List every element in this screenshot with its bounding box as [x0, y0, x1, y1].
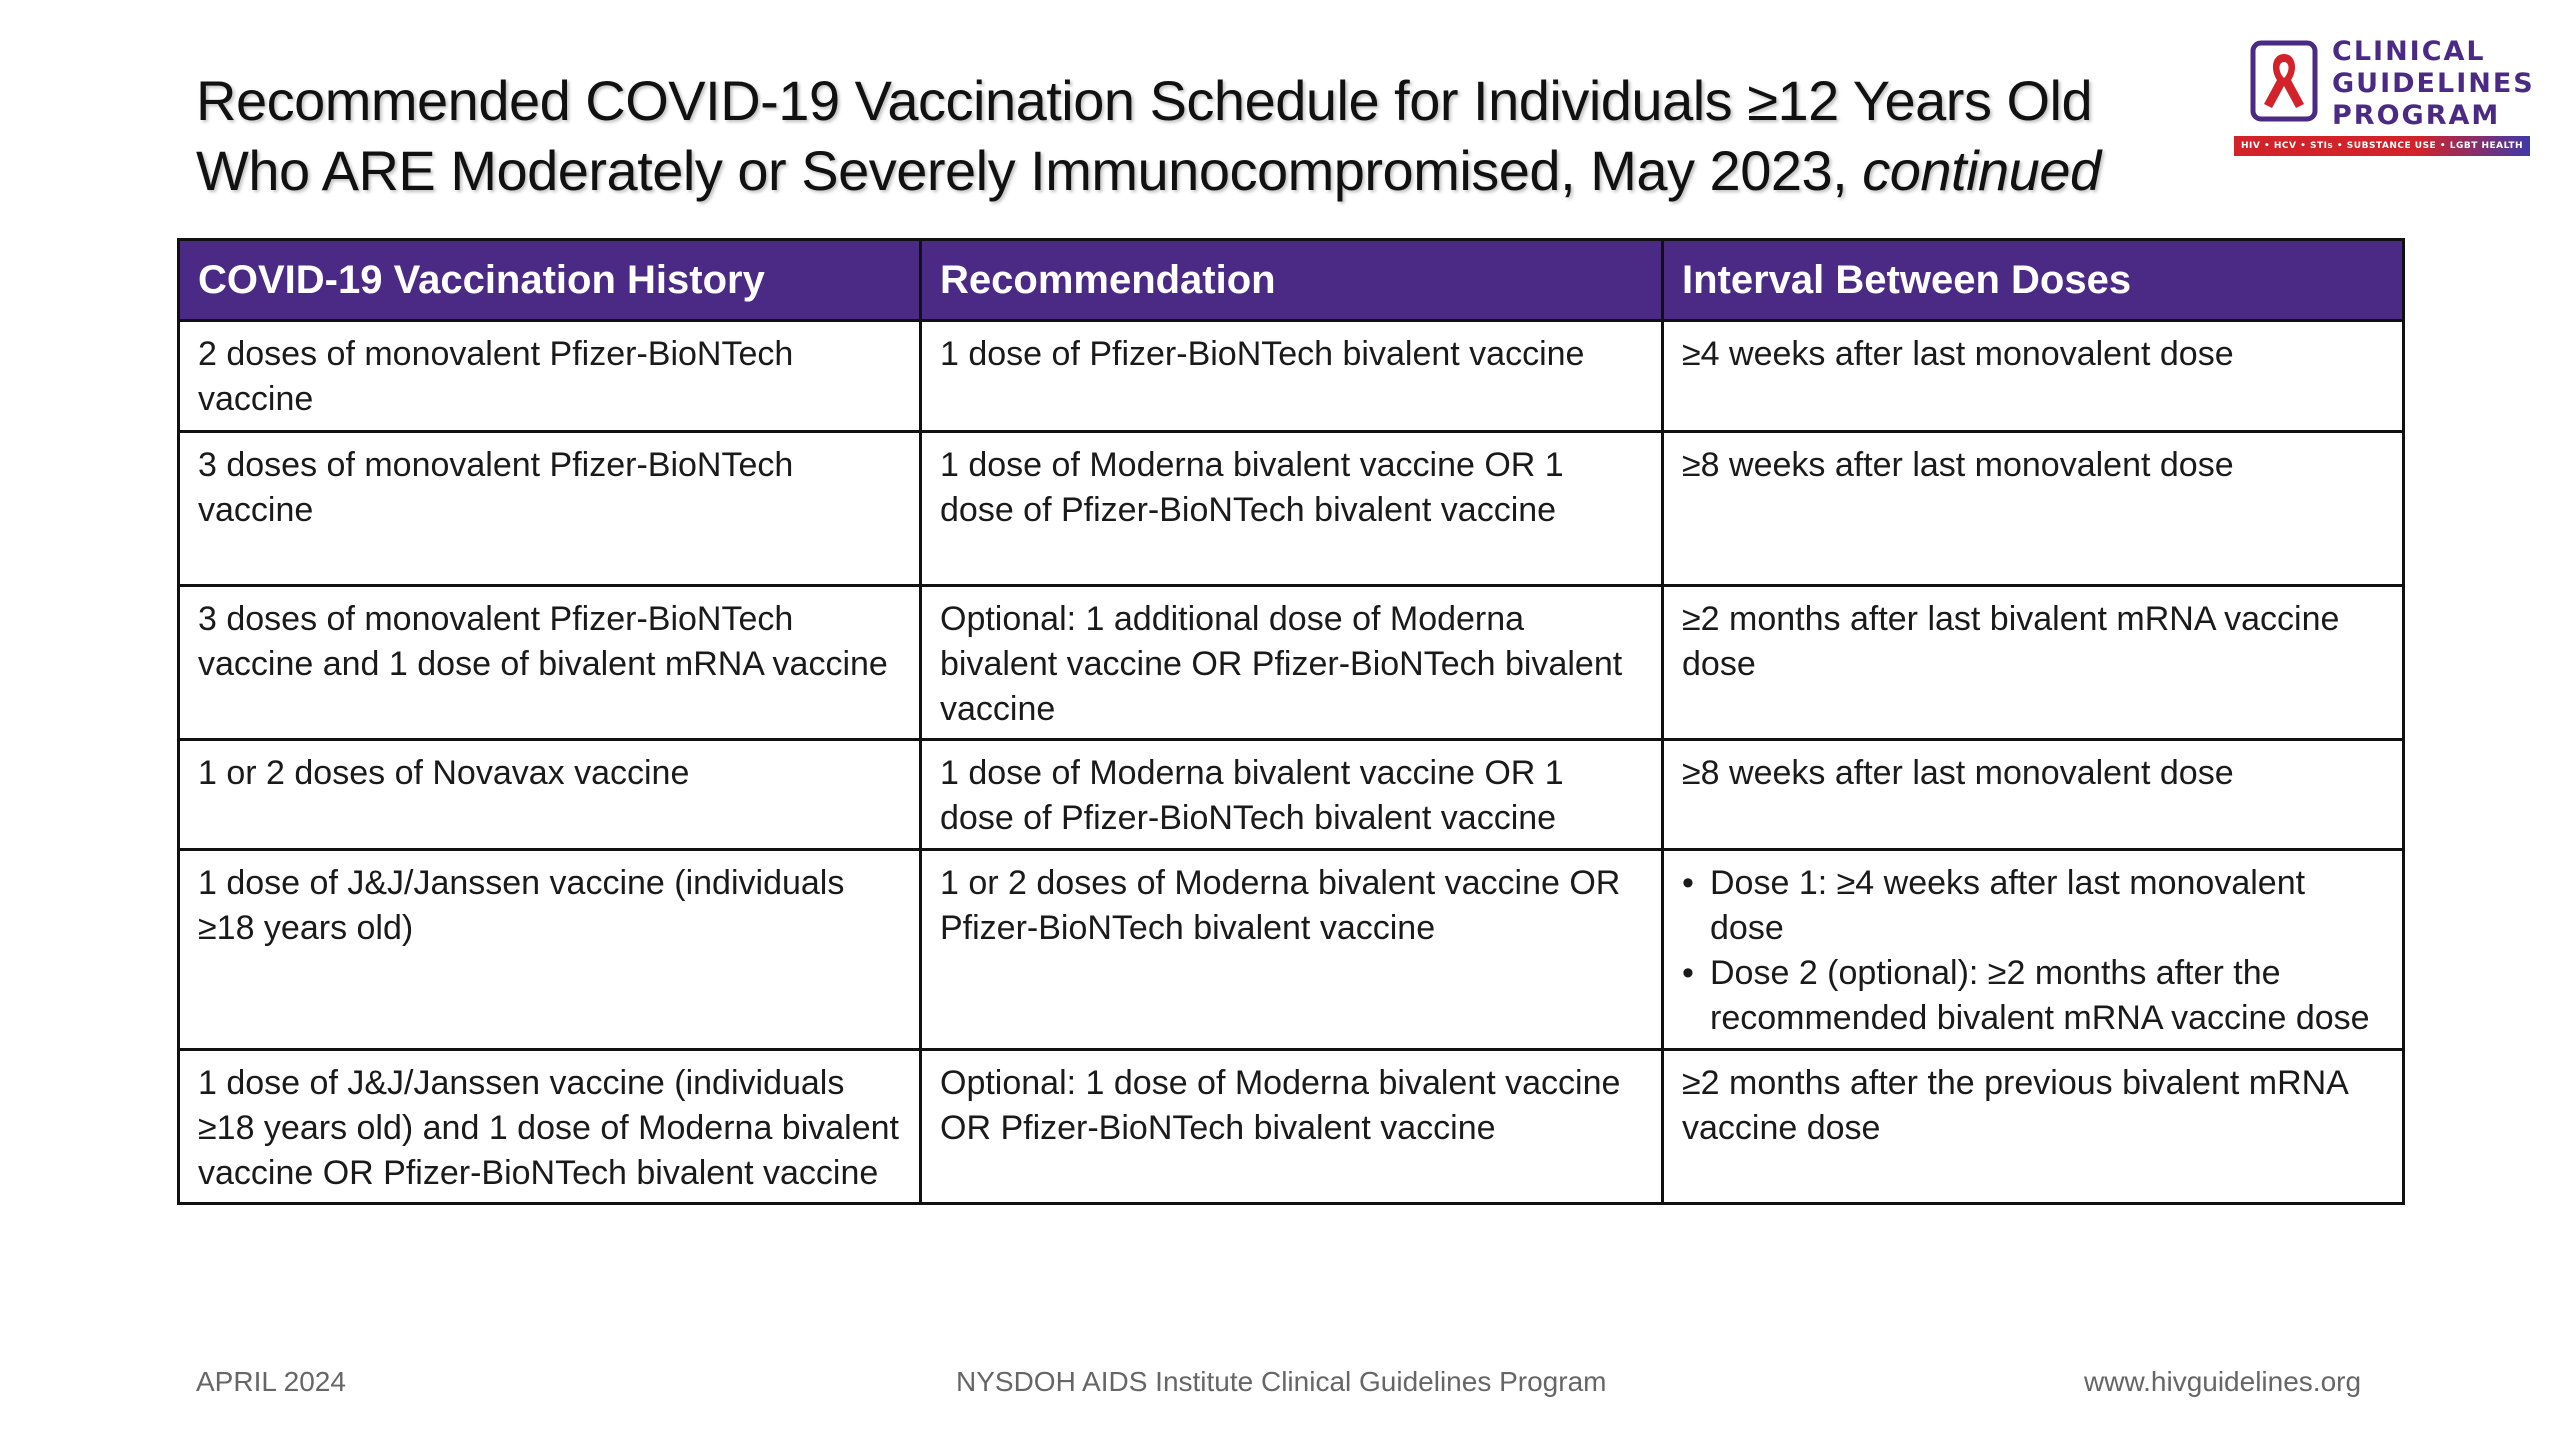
cell-history: 3 doses of monovalent Pfizer-BioNTech vaccine [179, 432, 921, 586]
cell-history: 1 dose of J&J/Janssen vaccine (individuals ≥18 years old) and 1 dose of Moderna bivalent vaccine OR Pfizer-BioNTech bivalent vaccine [179, 1050, 921, 1204]
cell-recommendation: 1 dose of Moderna bivalent vaccine OR 1 dose of Pfizer-BioNTech bivalent vaccine [921, 740, 1663, 850]
footer-organization: NYSDOH AIDS Institute Clinical Guidelines Program [956, 1366, 1607, 1397]
cell-recommendation: Optional: 1 additional dose of Moderna bivalent vaccine OR Pfizer-BioNTech bivalent vaccine [921, 586, 1663, 740]
cell-interval: ≥8 weeks after last monovalent dose [1663, 432, 2404, 586]
header-interval: Interval Between Doses [1663, 240, 2404, 321]
title-continued: continued [1862, 139, 2101, 202]
interval-bullet-dose-1: • Dose 1: ≥4 weeks after last monovalent dose [1710, 861, 2384, 951]
table-row [179, 432, 2404, 586]
cell-recommendation: 1 or 2 doses of Moderna bivalent vaccine OR Pfizer-BioNTech bivalent vaccine [921, 850, 1663, 1050]
vaccination-schedule-table [177, 238, 2405, 1205]
footer-url: www.hivguidelines.org [2084, 1366, 2362, 1397]
table-header-row [179, 240, 2404, 321]
table-row [179, 740, 2404, 850]
title-line-2-main: Who ARE Moderately or Severely Immunocompromised, May 2023, [196, 139, 1863, 202]
clinical-guidelines-logo [2234, 36, 2535, 162]
logo-wordmark [2332, 36, 2535, 132]
cell-history: 1 or 2 doses of Novavax vaccine [179, 740, 921, 850]
table-row [179, 1050, 2404, 1204]
title-line-1: Recommended COVID-19 Vaccination Schedule for Individuals ≥12 Years Old [196, 69, 2093, 132]
interval-bullet-list [1682, 861, 2384, 1041]
cell-history: 1 dose of J&J/Janssen vaccine (individuals ≥18 years old) [179, 850, 921, 1050]
cell-history: 3 doses of monovalent Pfizer-BioNTech vaccine and 1 dose of bivalent mRNA vaccine [179, 586, 921, 740]
cell-interval: ≥8 weeks after last monovalent dose [1663, 740, 2404, 850]
logo-tagline: HIV • HCV • STIs • SUBSTANCE USE • LGBT HEALTH [2234, 136, 2530, 156]
title-line-2 [196, 136, 2196, 206]
table-row [179, 850, 2404, 1050]
red-ribbon-icon [2250, 40, 2318, 122]
header-recommendation: Recommendation [921, 240, 1663, 321]
cell-history: 2 doses of monovalent Pfizer-BioNTech vaccine [179, 321, 921, 432]
cell-interval: ≥2 months after last bivalent mRNA vaccine dose [1663, 586, 2404, 740]
interval-bullet-dose-2: • Dose 2 (optional): ≥2 months after the recommended bivalent mRNA vaccine dose [1710, 951, 2384, 1041]
footer-date: APRIL 2024 [196, 1366, 346, 1397]
logo-line-3: PROGRAM [2332, 100, 2501, 131]
cell-recommendation: 1 dose of Moderna bivalent vaccine OR 1 dose of Pfizer-BioNTech bivalent vaccine [921, 432, 1663, 586]
header-history: COVID-19 Vaccination History [179, 240, 921, 321]
table-row [179, 586, 2404, 740]
slide-title [196, 66, 2196, 206]
cell-interval: ≥2 months after the previous bivalent mRNA vaccine dose [1663, 1050, 2404, 1204]
logo-line-2: GUIDELINES [2332, 68, 2535, 99]
table-row [179, 321, 2404, 432]
cell-interval [1663, 850, 2404, 1050]
cell-recommendation: 1 dose of Pfizer-BioNTech bivalent vaccine [921, 321, 1663, 432]
cell-interval: ≥4 weeks after last monovalent dose [1663, 321, 2404, 432]
cell-recommendation: Optional: 1 dose of Moderna bivalent vaccine OR Pfizer-BioNTech bivalent vaccine [921, 1050, 1663, 1204]
logo-line-1: CLINICAL [2332, 36, 2486, 67]
